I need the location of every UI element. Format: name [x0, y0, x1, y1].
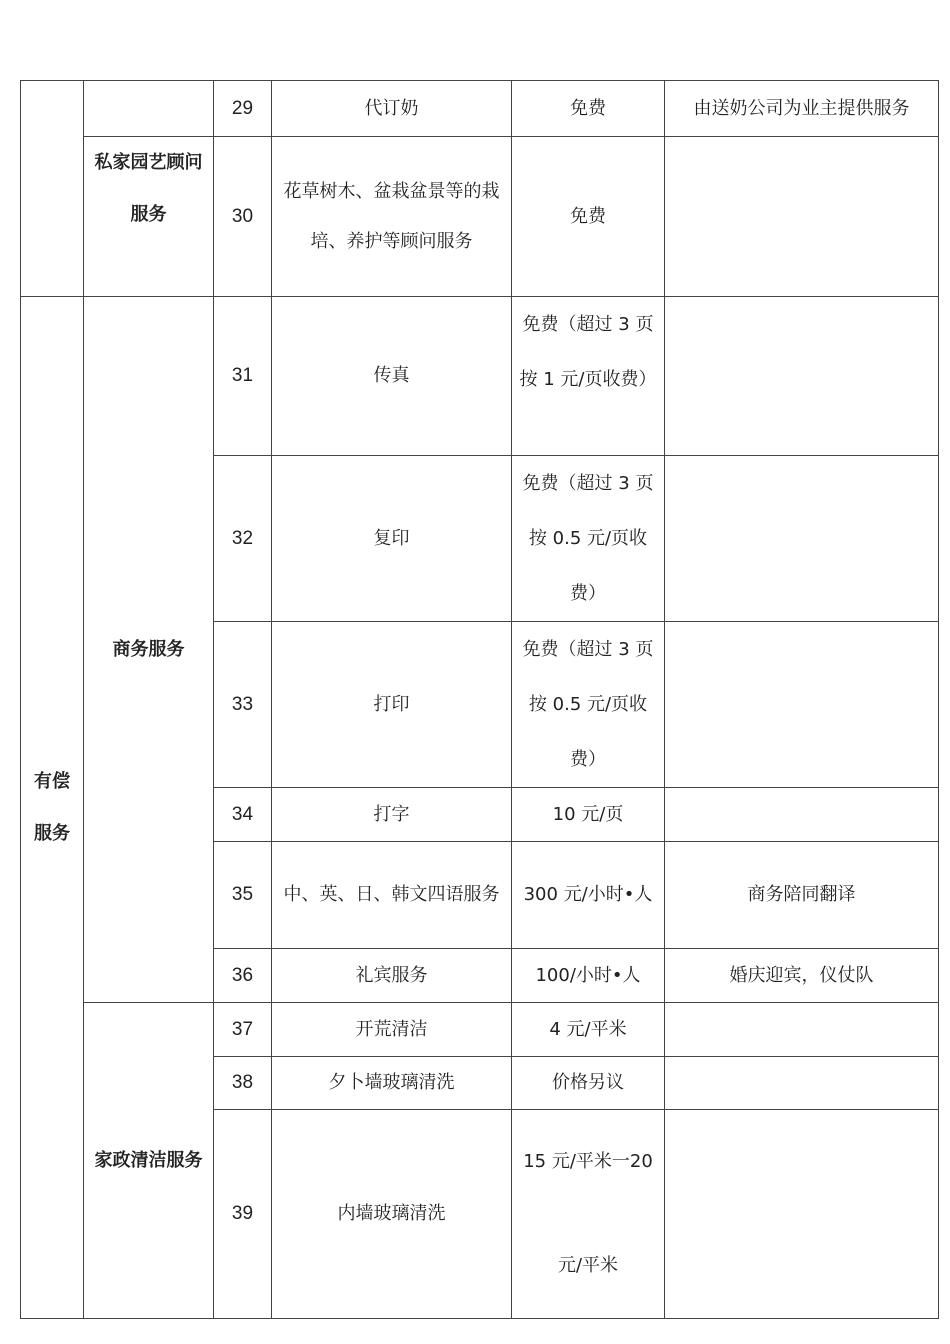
- service-name: 夕卜墙玻璃清洗: [272, 1057, 512, 1110]
- row-number: 34: [214, 788, 272, 842]
- service-price: 10 元/页: [512, 788, 665, 842]
- subgroup-cell-empty: [84, 81, 214, 137]
- row-number: 30: [214, 137, 272, 297]
- service-note: [665, 788, 939, 842]
- service-note: [665, 1110, 939, 1319]
- service-price: 免费: [512, 137, 665, 297]
- service-price: 免费（超过 3 页按 0.5 元/页收费）: [512, 456, 665, 622]
- service-price: 100/小时•人: [512, 949, 665, 1003]
- service-name: 花草树木、盆栽盆景等的栽培、养护等顾问服务: [272, 137, 512, 297]
- table-row: [21, 297, 939, 456]
- service-note: [665, 137, 939, 297]
- service-price: 免费: [512, 81, 665, 137]
- table-row: [21, 137, 939, 297]
- service-name: 内墙玻璃清洗: [272, 1110, 512, 1319]
- service-note: 由送奶公司为业主提供服务: [665, 81, 939, 137]
- row-number: 33: [214, 622, 272, 788]
- service-name: 中、英、日、韩文四语服务: [272, 842, 512, 949]
- service-note: 婚庆迎宾，仪仗队: [665, 949, 939, 1003]
- service-name: 传真: [272, 297, 512, 456]
- group-paid-services: 有偿服务: [21, 297, 84, 1319]
- table-row: [21, 81, 939, 137]
- row-number: 35: [214, 842, 272, 949]
- service-price: 价格另议: [512, 1057, 665, 1110]
- subgroup-garden-consulting: 私家园艺顾问服务: [84, 137, 214, 297]
- service-note: [665, 1057, 939, 1110]
- service-price-table: [20, 80, 939, 1319]
- row-number: 31: [214, 297, 272, 456]
- service-price: 免费（超过 3 页按 0.5 元/页收费）: [512, 622, 665, 788]
- service-name: 礼宾服务: [272, 949, 512, 1003]
- row-number: 39: [214, 1110, 272, 1319]
- service-name: 复印: [272, 456, 512, 622]
- service-price: 免费（超过 3 页按 1 元/页收费）: [512, 297, 665, 456]
- table-row: [21, 1003, 939, 1057]
- service-note: [665, 456, 939, 622]
- subgroup-housekeeping-cleaning: 家政清洁服务: [84, 1003, 214, 1319]
- service-name: 代订奶: [272, 81, 512, 137]
- service-note: [665, 1003, 939, 1057]
- service-note: 商务陪同翻译: [665, 842, 939, 949]
- service-note: [665, 297, 939, 456]
- service-note: [665, 622, 939, 788]
- service-name: 打字: [272, 788, 512, 842]
- service-name: 打印: [272, 622, 512, 788]
- row-number: 38: [214, 1057, 272, 1110]
- service-price: 15 元/平米一20 元/平米: [512, 1110, 665, 1319]
- row-number: 29: [214, 81, 272, 137]
- group-cell-empty: [21, 81, 84, 297]
- service-price: 300 元/小时•人: [512, 842, 665, 949]
- row-number: 32: [214, 456, 272, 622]
- row-number: 36: [214, 949, 272, 1003]
- service-name: 开荒清洁: [272, 1003, 512, 1057]
- subgroup-business-services: 商务服务: [84, 297, 214, 1003]
- service-price: 4 元/平米: [512, 1003, 665, 1057]
- row-number: 37: [214, 1003, 272, 1057]
